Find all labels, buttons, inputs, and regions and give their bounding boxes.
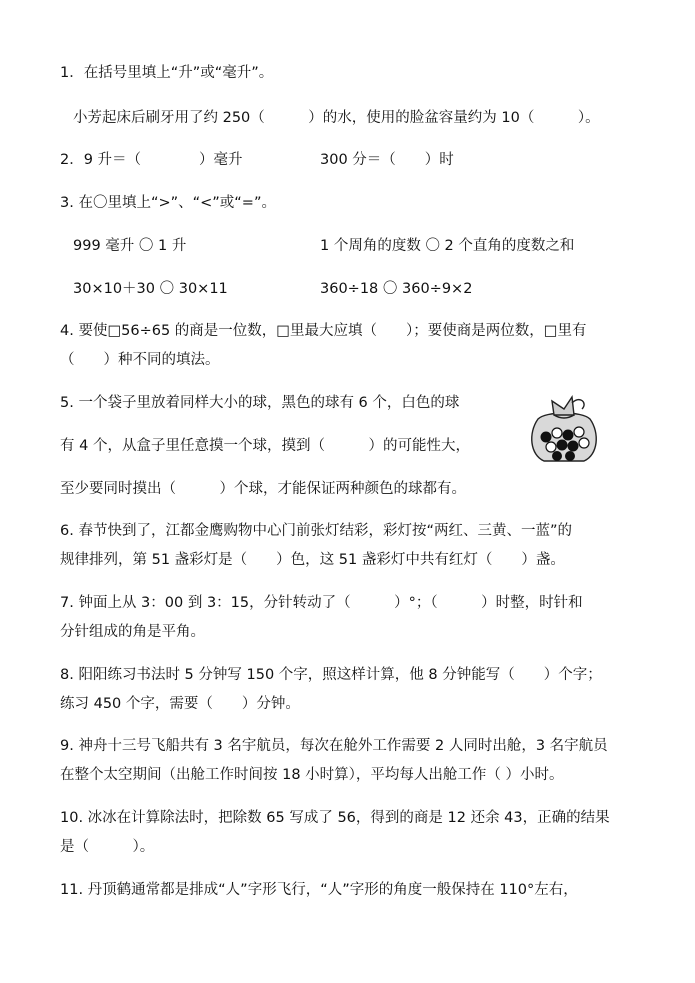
q7-line-2: 分针组成的角是平角。 bbox=[60, 624, 205, 640]
q3-compare-4: 360÷18 〇 360÷9×2 bbox=[320, 281, 473, 297]
q6-line-1: 6. 春节快到了，江都金鹰购物中心门前张灯结彩，彩灯按“两红、三黄、一蓝”的 bbox=[60, 523, 572, 539]
q2-part-a: 2．9 升＝（ ）毫升 bbox=[60, 152, 243, 168]
bag-of-balls-icon bbox=[524, 381, 604, 465]
q2-part-b: 300 分＝（ ）时 bbox=[320, 152, 454, 168]
q4-line-1: 4. 要使□56÷65 的商是一位数，□里最大应填（ ）；要使商是两位数，□里有 bbox=[60, 323, 587, 339]
q6-line-2: 规律排列，第 51 盏彩灯是（ ）色，这 51 盏彩灯中共有红灯（ ）盏。 bbox=[60, 552, 565, 568]
q9-line-1: 9. 神舟十三号飞船共有 3 名宇航员，每次在舱外工作需要 2 人同时出舱，3 名宇航员 bbox=[60, 738, 608, 754]
q3-compare-1: 999 毫升 〇 1 升 bbox=[73, 238, 187, 254]
q11-line-1: 11. 丹顶鹤通常都是排成“人”字形飞行，“人”字形的角度一般保持在 110°左右， bbox=[60, 882, 578, 898]
q5-line-1: 5. 一个袋子里放着同样大小的球，黑色的球有 6 个，白色的球 bbox=[60, 395, 460, 411]
q8-line-1: 8. 阳阳练习书法时 5 分钟写 150 个字，照这样计算，他 8 分钟能写（ ）个字； bbox=[60, 667, 602, 683]
q1-body: 小芳起床后刷牙用了约 250（ ）的水，使用的脸盆容量约为 10（ ）。 bbox=[73, 110, 600, 126]
q10-line-2: 是（ ）。 bbox=[60, 839, 155, 855]
q8-line-2: 练习 450 个字，需要（ ）分钟。 bbox=[60, 696, 300, 712]
q1-title: 1．在括号里填上“升”或“毫升”。 bbox=[60, 65, 274, 81]
q4-line-2: （ ）种不同的填法。 bbox=[60, 352, 220, 368]
q5-line-3: 至少要同时摸出（ ）个球，才能保证两种颜色的球都有。 bbox=[60, 481, 466, 497]
q3-compare-2: 1 个周角的度数 〇 2 个直角的度数之和 bbox=[320, 238, 575, 254]
q5-line-2: 有 4 个，从盒子里任意摸一个球，摸到（ ）的可能性大， bbox=[60, 438, 470, 454]
q9-line-2: 在整个太空期间（出舱工作时间按 18 小时算），平均每人出舱工作（ ）小时。 bbox=[60, 767, 564, 783]
q10-line-1: 10. 冰冰在计算除法时，把除数 65 写成了 56，得到的商是 12 还余 43，正确的结果 bbox=[60, 810, 610, 826]
q7-line-1: 7. 钟面上从 3：00 到 3：15，分针转动了（ ）°；（ ）时整，时针和 bbox=[60, 595, 583, 611]
q3-compare-3: 30×10＋30 〇 30×11 bbox=[73, 281, 228, 297]
q3-title: 3. 在〇里填上“>”、“<”或“=”。 bbox=[60, 195, 276, 211]
